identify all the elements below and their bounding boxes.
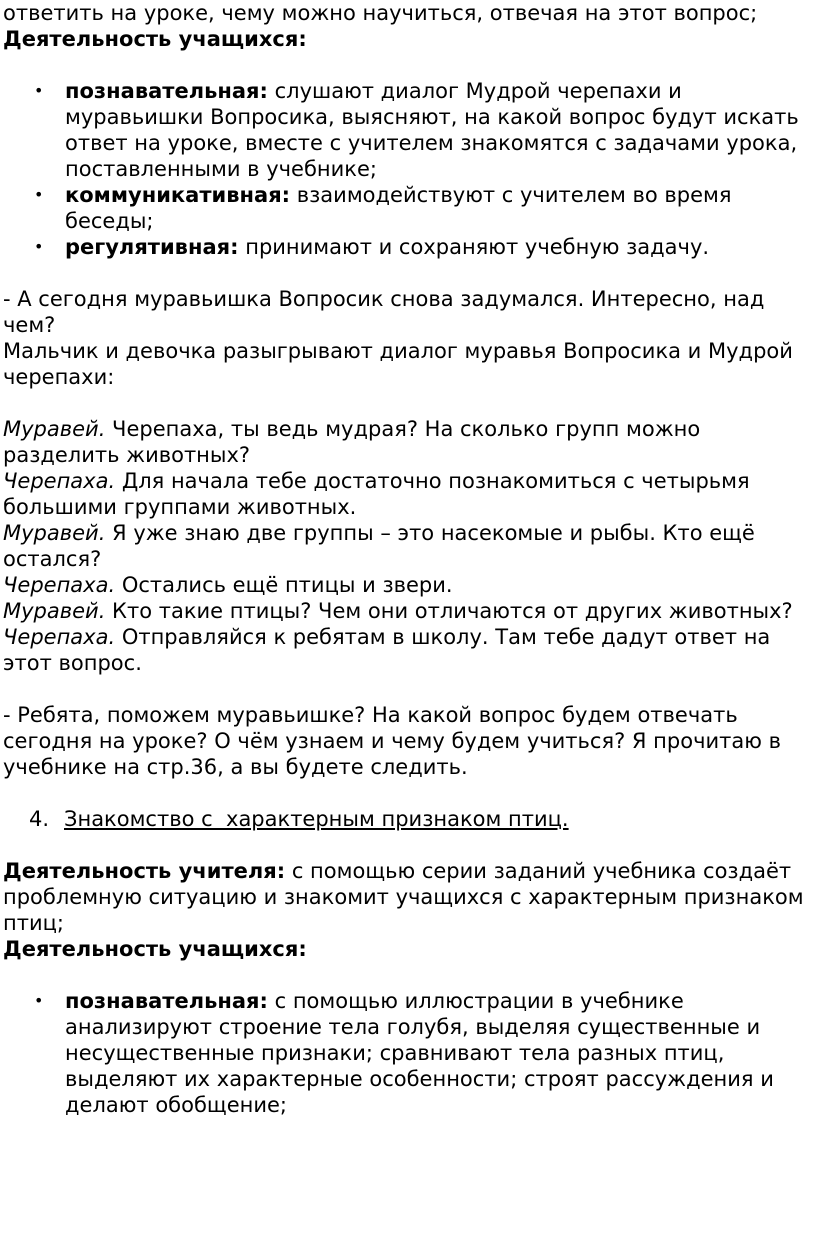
dialogue-line	[3, 416, 810, 468]
students-heading-1: Деятельность учащихся:	[3, 27, 307, 51]
dialogue-line	[3, 468, 810, 520]
teacher-heading: Деятельность учителя:	[3, 859, 286, 883]
dialogue-line	[3, 572, 810, 598]
activity-text: взаимодействуют с учителем во время беседы;	[65, 183, 732, 233]
teacher-line-2: - Ребята, поможем муравьишке? На какой вопрос будем отвечать сегодня на уроке? О чём узнаем и чему будем учиться? Я прочитаю в учебнике на стр.36, а вы будете следить.	[3, 703, 781, 779]
speaker-name: Черепаха.	[3, 469, 116, 493]
teacher-activity	[3, 858, 810, 936]
activity-text: слушают диалог Мудрой черепахи и муравьишки Вопросика, выясняют, на какой вопрос будут искать ответ на уроке, вместе с учителем знакомятся с задачами урока, поставленными в учебнике;	[65, 79, 799, 181]
activity-list-2	[3, 988, 810, 1118]
roleplay-line: Мальчик и девочка разыгрывают диалог муравья Вопросика и Мудрой черепахи:	[3, 339, 793, 389]
list-item	[65, 182, 810, 234]
teacher-text: с помощью серии заданий учебника создаёт проблемную ситуацию и знакомит учащихся с характерным признаком птиц;	[3, 859, 804, 935]
section-4-heading	[3, 806, 810, 832]
activity-term: коммуникативная:	[65, 183, 291, 207]
dialogue-line	[3, 520, 810, 572]
speaker-name: Черепаха.	[3, 625, 116, 649]
speaker-name: Черепаха.	[3, 573, 116, 597]
dialogue-text: Я уже знаю две группы – это насекомые и рыбы. Кто ещё остался?	[3, 521, 755, 571]
section-number: 4.	[29, 807, 50, 831]
dialogue-text: Отправляйся к ребятам в школу. Там тебе дадут ответ на этот вопрос.	[3, 625, 771, 675]
teacher-line-1: - А сегодня муравьишка Вопросик снова задумался. Интересно, над чем?	[3, 287, 765, 337]
intro-line: ответить на уроке, чему можно научиться, отвечая на этот вопрос;	[3, 1, 758, 25]
activity-term: познавательная:	[65, 79, 268, 103]
speaker-name: Муравей.	[3, 599, 106, 623]
dialogue-text: Остались ещё птицы и звери.	[115, 573, 453, 597]
list-item	[65, 234, 810, 260]
section-title: Знакомство с характерным признаком птиц.	[64, 807, 569, 831]
dialogue-text: Черепаха, ты ведь мудрая? На сколько групп можно разделить животных?	[3, 417, 701, 467]
activity-term: регулятивная:	[65, 235, 239, 259]
students-heading-2: Деятельность учащихся:	[3, 937, 307, 961]
dialogue-line	[3, 624, 810, 676]
activity-term: познавательная:	[65, 989, 268, 1013]
list-item	[65, 78, 810, 182]
activity-text: с помощью иллюстрации в учебнике анализируют строение тела голубя, выделяя существенные и несущественные признаки; сравнивают тела разных птиц, выделяют их характерные особенности; строят рассуждения и делают обобщение;	[65, 989, 774, 1117]
speaker-name: Муравей.	[3, 521, 106, 545]
dialogue-text: Кто такие птицы? Чем они отличаются от других животных?	[105, 599, 793, 623]
speaker-name: Муравей.	[3, 417, 106, 441]
dialogue-text: Для начала тебе достаточно познакомиться с четырьмя большими группами животных.	[3, 469, 750, 519]
dialogue	[3, 416, 810, 676]
dialogue-line	[3, 598, 810, 624]
activity-text: принимают и сохраняют учебную задачу.	[238, 235, 710, 259]
activity-list-1	[3, 78, 810, 260]
list-item	[65, 988, 810, 1118]
